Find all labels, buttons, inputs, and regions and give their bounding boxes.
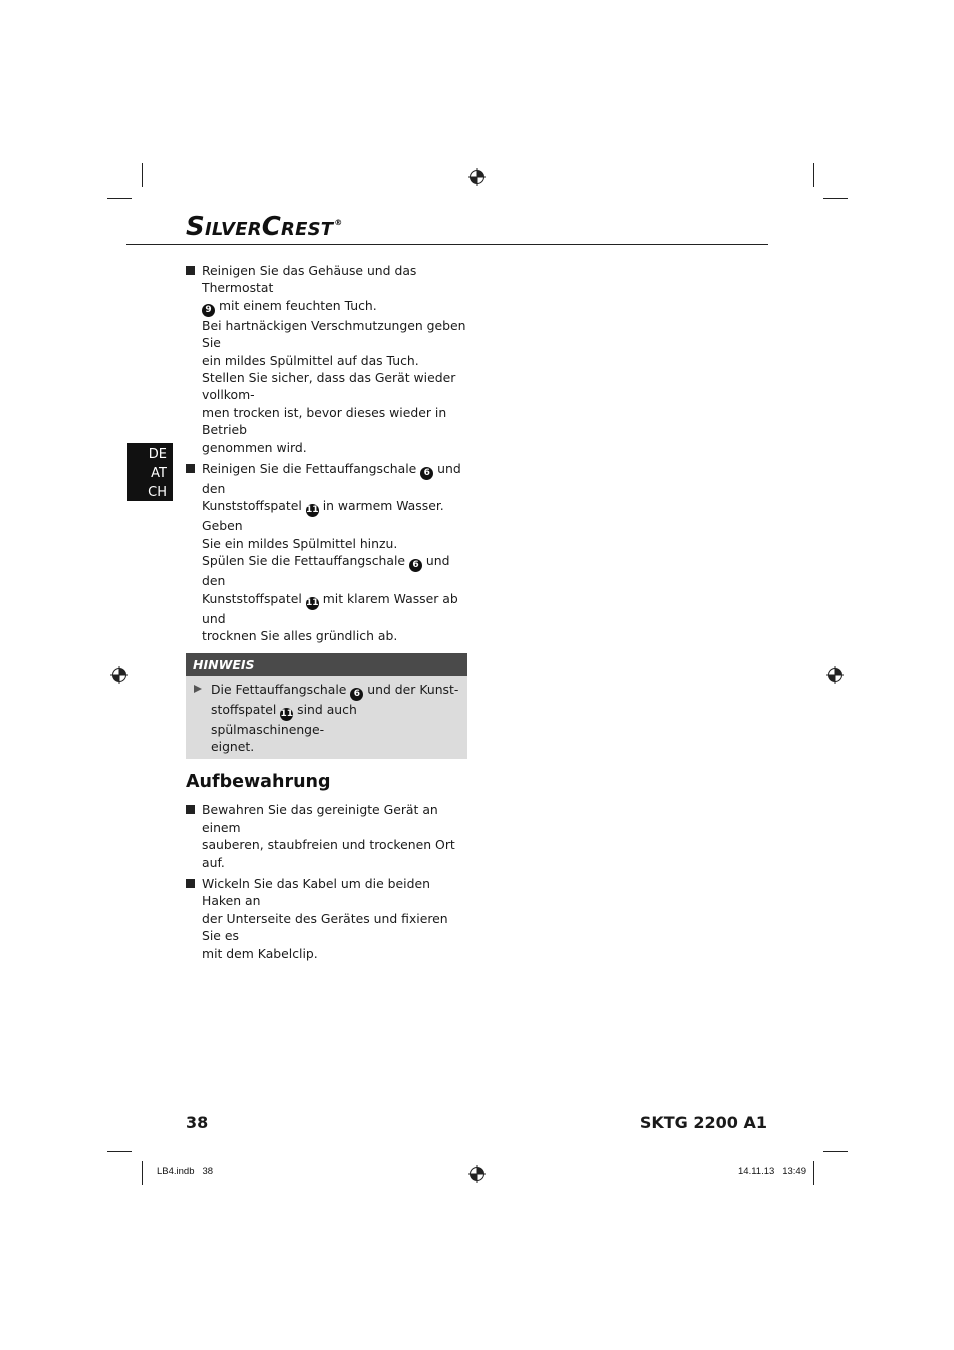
registration-mark-icon: [468, 168, 486, 186]
registered-mark: ®: [334, 218, 343, 227]
crop-mark: [107, 1151, 132, 1152]
notice-box: [186, 653, 467, 760]
registration-mark-icon: [110, 666, 128, 684]
text-line: Kunststoffspatel 11 in warmem Wasser. Geben: [202, 498, 444, 534]
crop-mark: [142, 1161, 143, 1185]
logo-letter: V: [221, 219, 236, 240]
part-number-badge: 6: [420, 467, 433, 480]
bullet-square-icon: [186, 464, 195, 473]
bullet-square-icon: [186, 805, 195, 814]
text-line: Stellen Sie sicher, dass das Gerät wieder vollkom-: [202, 370, 456, 403]
text-line: Die Fettauffangschale 6 und der Kunst-: [211, 681, 459, 699]
logo-letter: E: [295, 219, 308, 240]
text-line: Bewahren Sie das gereinigte Gerät an einem: [202, 802, 438, 835]
cleaning-bullet-list: [186, 262, 468, 645]
bullet-item: [186, 801, 468, 871]
logo-letter: T: [320, 219, 334, 240]
text-line: Sie ein mildes Spülmittel hinzu.: [202, 535, 398, 551]
text-line: ein mildes Spülmittel auf das Tuch.: [202, 352, 419, 368]
text-line: mit dem Kabelclip.: [202, 945, 318, 961]
model-number: SKTG 2200 A1: [639, 1113, 767, 1132]
notice-text: [211, 681, 461, 756]
text-line: Spülen Sie die Fettauffangschale 6 und den: [202, 553, 450, 589]
language-code: AT: [151, 466, 167, 481]
part-number-badge: 9: [202, 304, 215, 317]
section-title: Aufbewahrung: [186, 772, 331, 793]
part-number-badge: 6: [409, 559, 422, 572]
language-tab: [127, 443, 173, 501]
slug-timestamp: [700, 1166, 806, 1177]
text-line: Reinigen Sie das Gehäuse und das Thermostat: [202, 263, 417, 296]
text-line: trocknen Sie alles gründlich ab.: [202, 628, 398, 644]
page-number: 38: [186, 1113, 209, 1132]
part-number-badge: 6: [350, 688, 363, 701]
logo-letter: L: [211, 219, 222, 240]
text-line: Bei hartnäckigen Verschmutzungen geben Sie: [202, 317, 466, 351]
bullet-item: [186, 875, 468, 962]
arrow-right-icon: [194, 685, 202, 693]
text-line: eignet.: [211, 738, 255, 754]
part-number-badge: 11: [305, 597, 319, 608]
header-rule: [126, 244, 768, 245]
bullet-square-icon: [186, 266, 195, 275]
logo-letter: E: [235, 219, 248, 240]
main-content: [186, 262, 468, 966]
logo-letter: C: [261, 212, 282, 242]
logo-letter: S: [186, 212, 205, 242]
text-line: sauberen, staubfreien und trockenen Ort auf.: [202, 837, 455, 870]
bullet-square-icon: [186, 879, 195, 888]
text-line: der Unterseite des Gerätes und fixieren Sie es: [202, 910, 448, 944]
slug-page: 38: [202, 1166, 214, 1177]
bullet-item: [186, 460, 468, 644]
slug-date: 14.11.13: [738, 1166, 775, 1177]
crop-mark: [813, 1161, 814, 1185]
storage-bullet-list: [186, 801, 468, 962]
registration-mark-icon: [826, 666, 844, 684]
text-line: stoffspatel 11 sind auch spülmaschinenge-: [211, 701, 357, 737]
logo-letter: R: [281, 219, 296, 240]
text-line: 9 mit einem feuchten Tuch.: [202, 297, 468, 317]
crop-mark: [813, 163, 814, 187]
crop-mark: [107, 198, 132, 199]
logo-letter: R: [247, 219, 262, 240]
crop-mark: [823, 198, 848, 199]
part-number-badge: 11: [305, 505, 319, 516]
notice-item: [193, 681, 461, 756]
notice-body: [186, 676, 467, 760]
slug-file: [157, 1166, 213, 1177]
crop-mark: [142, 163, 143, 187]
logo-letter: S: [307, 219, 321, 240]
slug-time: 13:49: [782, 1166, 806, 1177]
bullet-item: [186, 262, 468, 456]
text-line: men trocken ist, bevor dieses wieder in Betrieb: [202, 404, 447, 438]
slug-file-name: LB4.indb: [157, 1166, 195, 1177]
logo-letter: I: [204, 219, 212, 240]
language-code: DE: [148, 447, 167, 462]
text-line: Wickeln Sie das Kabel um die beiden Haken an: [202, 875, 430, 909]
notice-heading: HINWEIS: [186, 653, 467, 676]
text-line: Kunststoffspatel 11 mit klarem Wasser ab und: [202, 590, 458, 626]
text-line: Reinigen Sie die Fettauffangschale 6 und den: [202, 461, 461, 497]
part-number-badge: 11: [280, 708, 293, 719]
registration-mark-icon: [468, 1165, 486, 1183]
brand-logo: [186, 212, 342, 242]
crop-mark: [823, 1151, 848, 1152]
language-code: CH: [148, 485, 167, 500]
text-line: genommen wird.: [202, 439, 307, 455]
